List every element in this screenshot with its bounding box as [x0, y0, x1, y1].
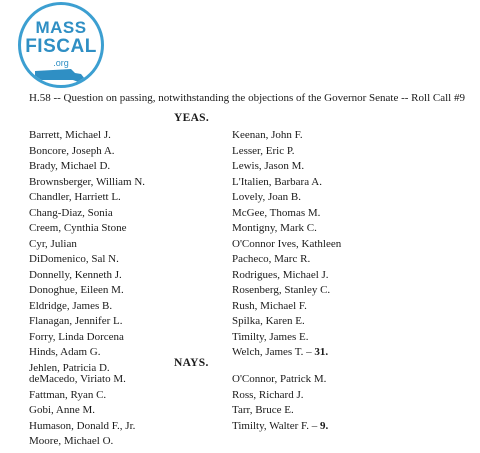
nay-name: Tarr, Bruce E.: [232, 404, 294, 416]
nays-title: NAYS.: [174, 357, 209, 369]
nays-count: 9.: [319, 419, 329, 432]
yea-name: Welch, James T. –: [232, 346, 315, 358]
nay-name: Moore, Michael O.: [29, 435, 114, 447]
yea-name: L'Italien, Barbara A.: [232, 175, 322, 188]
yea-name: McGee, Thomas M.: [232, 206, 321, 219]
yea-name: Donnelly, Kenneth J.: [29, 268, 122, 281]
nay-last-row: [232, 419, 328, 435]
yea-name: Jehlen, Patricia D.: [29, 361, 110, 374]
yea-name: Barrett, Michael J.: [29, 129, 111, 141]
yea-name: Chandler, Harriett L.: [29, 191, 121, 203]
yea-name: Rodrigues, Michael J.: [232, 268, 329, 281]
yea-name: Brownsberger, William N.: [29, 175, 146, 188]
logo-text-fiscal: FISCAL: [25, 36, 97, 57]
yea-name: Rosenberg, Stanley C.: [232, 284, 331, 296]
roll-call-heading: H.58 -- Question on passing, notwithstanding the objections of the Governor Senate -- Roll Call #9: [29, 92, 465, 104]
nay-name: Humason, Donald F., Jr.: [29, 419, 136, 432]
nay-name: Ross, Richard J.: [232, 388, 304, 401]
nays-right-column: [232, 372, 328, 434]
yea-name: Timilty, James E.: [232, 330, 309, 343]
yeas-right-column: [232, 128, 341, 361]
yea-name: Eldridge, James B.: [29, 299, 113, 312]
yea-name: Donoghue, Eileen M.: [29, 284, 124, 296]
yeas-title: YEAS.: [174, 112, 210, 124]
yea-name: Montigny, Mark C.: [232, 222, 317, 234]
yea-name: Cyr, Julian: [29, 237, 77, 250]
nay-name: Timilty, Walter F. –: [232, 419, 320, 432]
yea-name: Forry, Linda Dorcena: [29, 330, 124, 343]
yea-name: Lewis, Jason M.: [232, 160, 305, 172]
yea-name: Keenan, John F.: [232, 129, 303, 141]
yea-last-row: [232, 345, 341, 361]
nays-left-column: [29, 372, 135, 450]
nay-name: deMacedo, Viriato M.: [29, 373, 126, 385]
yeas-left-column: [29, 128, 145, 376]
massachusetts-map-icon: [21, 65, 101, 87]
nay-name: O'Connor, Patrick M.: [232, 373, 327, 385]
yea-name: Creem, Cynthia Stone: [29, 222, 127, 234]
yeas-count: 31.: [314, 346, 329, 358]
mass-fiscal-logo: [18, 2, 104, 88]
yea-name: DiDomenico, Sal N.: [29, 253, 119, 265]
yea-name: Lovely, Joan B.: [232, 191, 301, 203]
yea-name: Rush, Michael F.: [232, 299, 307, 312]
yea-name: Hinds, Adam G.: [29, 346, 101, 358]
yea-name: Spilka, Karen E.: [232, 315, 305, 327]
yea-name: Lesser, Eric P.: [232, 144, 295, 157]
nay-name: Fattman, Ryan C.: [29, 388, 107, 401]
logo-text-org: .org: [53, 58, 69, 68]
yea-name: Flanagan, Jennifer L.: [29, 315, 123, 327]
yea-name: Brady, Michael D.: [29, 160, 111, 172]
nay-name: Gobi, Anne M.: [29, 404, 95, 416]
yea-name: Pacheco, Marc R.: [232, 253, 311, 265]
logo-text-mass: MASS: [35, 18, 87, 37]
yea-name: O'Connor Ives, Kathleen: [232, 237, 342, 250]
yea-name: Boncore, Joseph A.: [29, 144, 115, 157]
yea-name: Chang-Diaz, Sonia: [29, 206, 113, 219]
